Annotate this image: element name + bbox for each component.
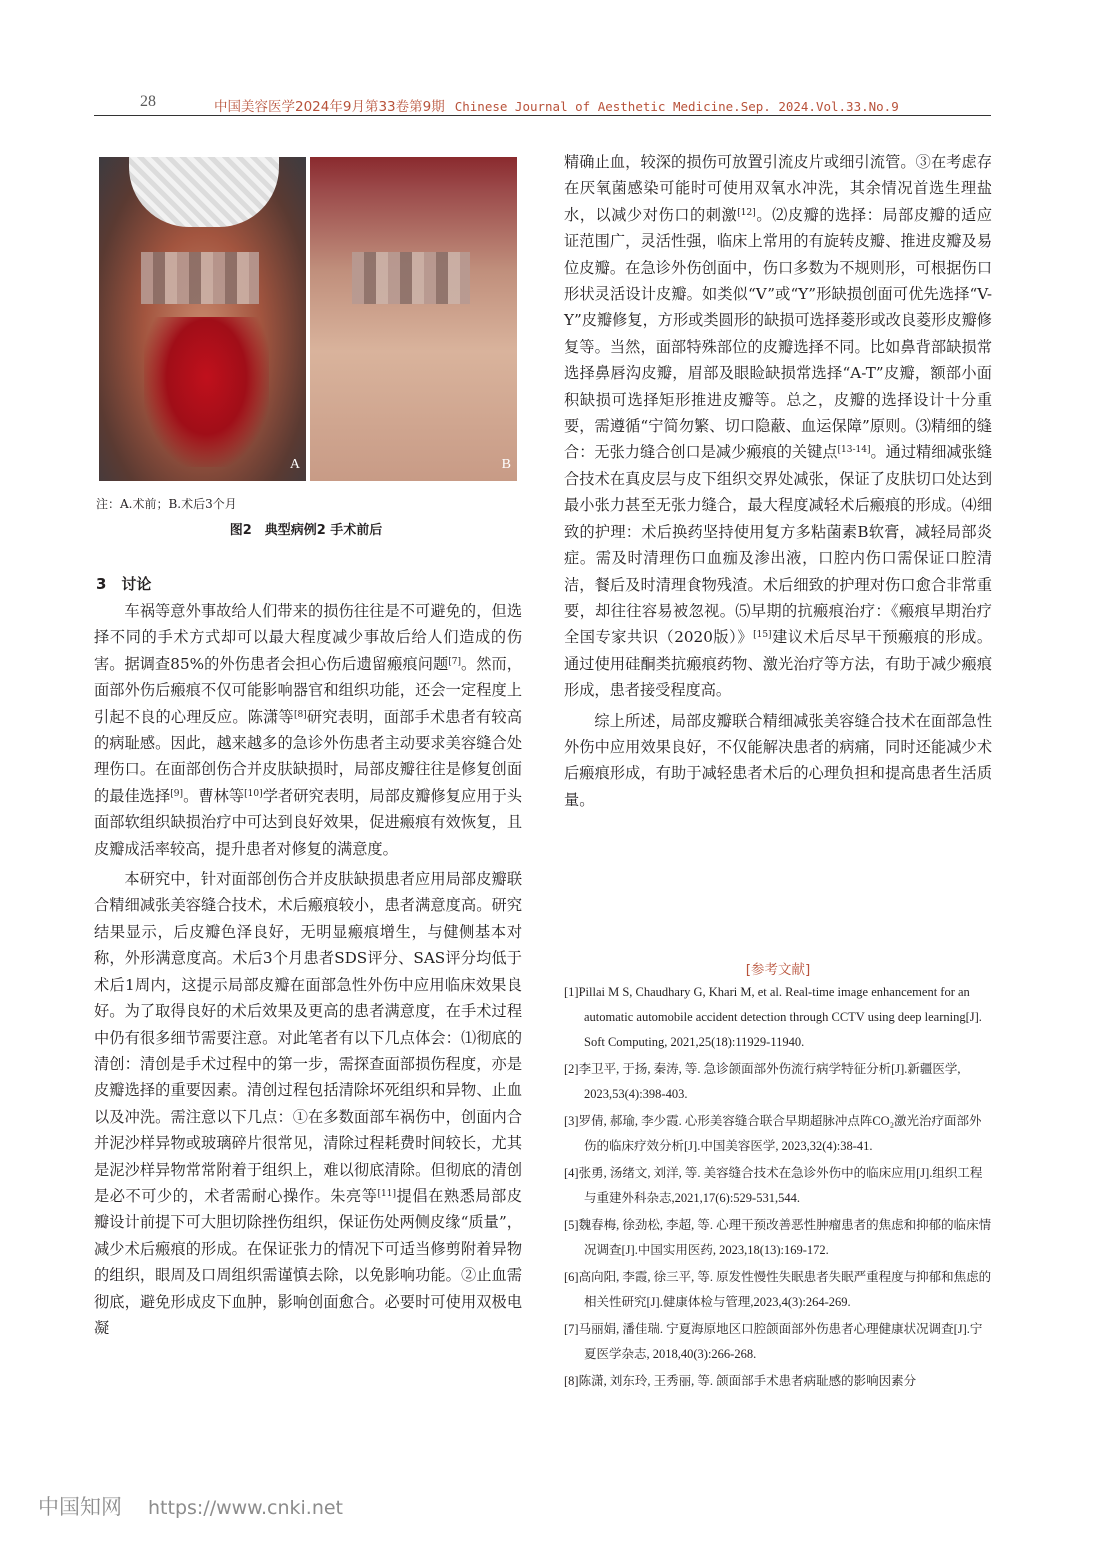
paragraph (94, 598, 522, 862)
citation: [12] (737, 207, 756, 218)
reference-list (564, 980, 992, 1396)
panel-label-b: B (501, 457, 511, 472)
citation: [15] (753, 630, 772, 641)
page-number: 28 (140, 93, 156, 110)
running-header (94, 93, 991, 115)
paragraph (94, 866, 522, 1341)
header-rule (94, 115, 991, 116)
text-run: 学者研究表明，局部皮瓣修复应用于头面部软组织缺损治疗中可达到良好效果，促进瘢痕有效恢复，且皮瓣成活率较高，提升患者对修复的满意度。 (94, 786, 523, 858)
text-run: 车祸等意外事故给人们带来的损伤往往是不可避免的，但选择不同的手术方式却可以最大程度减少事故后给人们造成的伤害。据调查85%的外伤患者会担心伤后遗留瘢痕问题 (94, 602, 522, 673)
reference-item: [8]陈潇, 刘东玲, 王秀丽, 等. 颌面部手术患者病耻感的影响因素分 (564, 1374, 917, 1388)
reference-item: [2]李卫平, 于扬, 秦涛, 等. 急诊颌面部外伤流行病学特征分析[J].新疆医学, 2023,53(4):398-403. (564, 1062, 961, 1101)
text-run: 研究表明，面部手术患者有较高的病耻感。因此，越来越多的急诊外伤患者主动要求美容缝合处理伤口。在面部创伤合并皮肤缺损时，局部皮瓣往往是修复创面的最佳选择 (94, 707, 523, 805)
text-run: 。然而，面部外伤后瘢痕不仅可能影响器官和组织功能，还会一定程度上引起不良的心理反应。陈潇等 (94, 654, 522, 726)
privacy-mosaic (141, 252, 259, 304)
citation: [10] (244, 788, 263, 799)
privacy-mosaic (352, 252, 470, 304)
figure-caption: 图2 典型病例2 手术前后 (229, 523, 383, 538)
figure-note: 注：A.术前；B.术后3个月 (96, 497, 237, 511)
reference-item: [3]罗倩, 郝瑜, 李少霞. 心形美容缝合联合早期超脉冲点阵CO₂激光治疗面部外伤的临床疗效分析[J].中国美容医学, 2023,32(4):38-41. (564, 1114, 982, 1153)
citation: [7] (448, 656, 461, 667)
cnki-brand: 中国知网 (38, 1495, 122, 1519)
facial-wound (144, 317, 269, 467)
section-title: 3 讨论 (96, 575, 152, 593)
journal-title-cn: 中国美容医学2024年9月第33卷第9期 (214, 99, 445, 115)
head-bandage (129, 157, 279, 227)
paragraph: 综上所述，局部皮瓣联合精细减张美容缝合技术在面部急性外伤中应用效果良好，不仅能解决患者的病痛，同时还能减少术后瘢痕形成，有助于减轻患者术后的心理负担和提高患者生活质量。 (564, 711, 992, 809)
reference-item: [1]Pillai M S, Chaudhary G, Khari M, et al. Real-time image enhancement for an automatic automobile accident detection through CCTV using deep learning[J]. Soft Computing, 2021,25(18):11929-11940. (564, 985, 982, 1049)
reference-item: [5]魏春梅, 徐劲松, 李超, 等. 心理干预改善恶性肿瘤患者的焦虑和抑郁的临床情况调查[J].中国实用医药, 2023,18(13):169-172. (564, 1218, 992, 1257)
citation: [9] (170, 788, 184, 799)
text-run: 建议术后尽早干预瘢痕的形成。通过使用硅酮类抗瘢痕药物、激光治疗等方法，有助于减少瘢痕形成，患者接受程度高。 (564, 628, 993, 700)
references-heading: [参考文献] (745, 962, 811, 978)
figure-photo-preop (99, 157, 306, 481)
figure-photo-postop (310, 157, 517, 481)
text-run: 精确止血，较深的损伤可放置引流皮片或细引流管。③在考虑存在厌氧菌感染可能时可使用双氧水冲洗，其余情况首选生理盐水，以减少对伤口的刺激 (564, 153, 992, 224)
reference-item: [4]张勇, 汤绪文, 刘洋, 等. 美容缝合技术在急诊外伤中的临床应用[J].组织工程与重建外科杂志,2021,17(6):529-531,544. (564, 1166, 983, 1205)
reference-item: [6]高向阳, 李霞, 徐三平, 等. 原发性慢性失眠患者失眠严重程度与抑郁和焦虑的相关性研究[J].健康体检与管理,2023,4(3):264-269. (564, 1270, 992, 1309)
watermark-footer (38, 1491, 343, 1521)
panel-label-a: A (289, 457, 300, 472)
text-run: 。曹林等 (183, 786, 245, 805)
journal-title-en: Chinese Journal of Aesthetic Medicine.Sep. 2024.Vol.33.No.9 (454, 99, 899, 114)
cnki-url[interactable]: https://www.cnki.net (148, 1497, 344, 1519)
text-run: 。通过精细减张缝合技术在真皮层与皮下组织交界处减张，保证了皮肤切口处达到最小张力甚至无张力缝合，最大程度减轻术后瘢痕的形成。⑷细致的护理：术后换药坚持使用复方多粘菌素B软膏，减轻局部炎症。需及时清理伤口血痂及渗出液，口腔内伤口需保证口腔清洁，餐后及时清理食物残渣。术后细致的护理对伤口愈合非常重要，却往往容易被忽视。⑸早期的抗瘢痕治疗：《瘢痕早期治疗全国专家共识（2020版）》 (564, 443, 993, 647)
text-run: 提倡在熟悉局部皮瓣设计前提下可大胆切除挫伤组织，保证伤处两侧皮缘“质量”，减少术后瘢痕的形成。在保证张力的情况下可适当修剪附着异物的组织，眼周及口周组织需谨慎去除，以免影响功能。②止血需彻底，避免形成皮下血肿，影响创面愈合。必要时可使用双极电凝 (94, 1186, 523, 1337)
reference-item: [7]马丽娟, 潘佳瑞. 宁夏海原地区口腔颌面部外伤患者心理健康状况调查[J].宁夏医学杂志, 2018,40(3):266-268. (564, 1322, 983, 1361)
right-column (564, 149, 992, 813)
citation: [11] (377, 1188, 396, 1199)
text-run: 。⑵皮瓣的选择：局部皮瓣的适应证范围广，灵活性强，临床上常用的有旋转皮瓣、推进皮瓣及易位皮瓣。在急诊外伤创面中，伤口多数为不规则形，可根据伤口形状灵活设计皮瓣。如类似“V”或“Y”形缺损创面可优先选择“V-Y”皮瓣修复，方形或类圆形的缺损可选择菱形或改良菱形皮瓣修复等。当然，面部特殊部位的皮瓣选择不同。比如鼻背部缺损常选择鼻唇沟皮瓣，眉部及眼睑缺损常选择“A-T”皮瓣，额部小面积缺损可选择矩形推进皮瓣等。总之，皮瓣的选择设计十分重要，需遵循“宁简勿繁、切口隐蔽、血运保障”原则。⑶精细的缝合：无张力缝合创口是减少瘢痕的关键点 (564, 205, 993, 462)
journal-title (214, 95, 899, 115)
citation: [8] (293, 709, 307, 720)
citation: [13-14] (837, 445, 871, 456)
left-column (94, 598, 522, 1341)
text-run: 本研究中，针对面部创伤合并皮肤缺损患者应用局部皮瓣联合精细减张美容缝合技术，术后瘢痕较小，患者满意度高。研究结果显示，后皮瓣色泽良好，无明显瘢痕增生，与健侧基本对称，外形满意度高。术后3个月患者SDS评分、SAS评分均低于术后1周内，这提示局部皮瓣在面部急性外伤中应用临床效果良好。为了取得良好的术后效果及更高的患者满意度，在手术过程中仍有很多细节需要注意。对此笔者有以下几点体会：⑴彻底的清创：清创是手术过程中的第一步，需探查面部损伤程度，亦是皮瓣选择的重要因素。清创过程包括清除坏死组织和异物、止血以及冲洗。需注意以下几点：①在多数面部车祸伤中，创面内合并泥沙样异物或玻璃碎片很常见，清除过程耗费时间较长，尤其是泥沙样异物常常附着于组织上，难以彻底清除。但彻底的清创是必不可少的，术者需耐心操作。朱亮等 (94, 870, 522, 1205)
paragraph (564, 149, 992, 704)
